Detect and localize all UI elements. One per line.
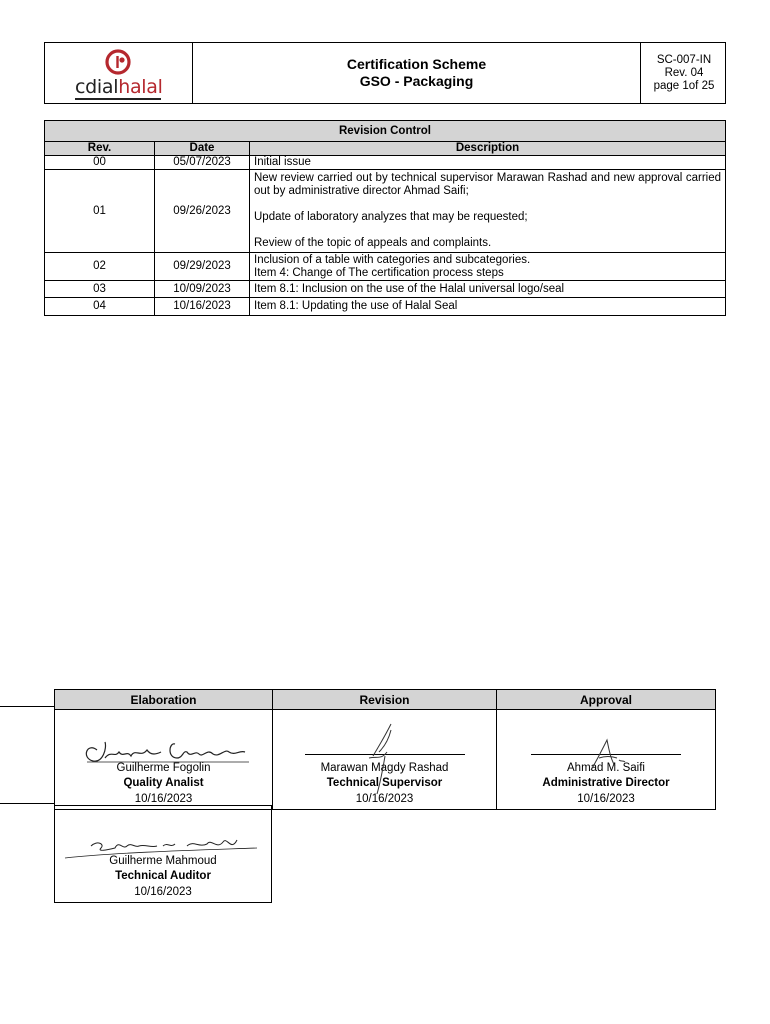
elaboration-header: Elaboration xyxy=(55,690,273,710)
rev-date: 10/16/2023 xyxy=(155,298,250,316)
rev-date: 10/09/2023 xyxy=(155,281,250,298)
page-number: page 1of 25 xyxy=(653,79,715,92)
cdial-halal-logo-icon xyxy=(105,49,131,75)
rev-number: 02 xyxy=(45,253,155,281)
elaboration-signature-cell xyxy=(55,710,273,810)
signature-line xyxy=(305,754,465,755)
document-title xyxy=(193,43,641,103)
description-paragraph: Inclusion of a table with categories and subcategories. xyxy=(254,253,531,266)
revision-control-table xyxy=(44,120,726,316)
elaboration-date: 10/16/2023 xyxy=(134,793,193,805)
rev-number: 00 xyxy=(45,156,155,170)
table-row xyxy=(45,253,726,281)
rev-number: 03 xyxy=(45,281,155,298)
description-paragraph: New review carried out by technical supervisor Marawan Rashad and new approval carried out by administrative director Ahmad Saifi; xyxy=(254,172,721,197)
approval-date: 10/16/2023 xyxy=(577,793,635,805)
description-paragraph: Update of laboratory analyzes that may be requested; xyxy=(254,211,528,223)
description-paragraph: Item 4: Change of The certification process steps xyxy=(254,266,504,279)
auditor-signature-cell xyxy=(54,805,272,903)
approval-role: Administrative Director xyxy=(542,777,670,789)
signature-line xyxy=(531,754,681,755)
approval-header: Approval xyxy=(497,690,716,710)
document-header xyxy=(44,42,726,104)
table-row xyxy=(45,156,726,170)
margin-rule xyxy=(0,803,54,804)
elaboration-role: Quality Analist xyxy=(123,777,204,789)
revision-header: Revision xyxy=(273,690,497,710)
rev-number: 04 xyxy=(45,298,155,316)
rev-date: 05/07/2023 xyxy=(155,156,250,170)
title-line-2: GSO - Packaging xyxy=(359,73,474,89)
rev-description xyxy=(250,170,726,253)
revision-role: Technical Supervisor xyxy=(326,777,443,789)
auditor-role: Technical Auditor xyxy=(115,870,211,882)
elaboration-name: Guilherme Fogolin xyxy=(116,762,211,774)
rev-date: 09/29/2023 xyxy=(155,253,250,281)
revision-control-title: Revision Control xyxy=(45,121,726,142)
logo-wordmark: cdialhalal xyxy=(75,76,163,98)
title-line-1: Certification Scheme xyxy=(346,56,487,72)
margin-rule xyxy=(0,706,54,707)
rev-description: Item 8.1: Updating the use of Halal Seal xyxy=(250,298,726,316)
rev-number: 01 xyxy=(45,170,155,253)
table-row xyxy=(45,170,726,253)
revision-name: Marawan Magdy Rashad xyxy=(320,762,449,774)
auditor-date: 10/16/2023 xyxy=(134,886,192,898)
description-paragraph: Review of the topic of appeals and complaints. xyxy=(254,237,492,249)
document-revision: Rev. 04 xyxy=(664,66,704,79)
revision-date: 10/16/2023 xyxy=(355,793,414,805)
document-meta xyxy=(641,43,727,103)
column-header-date: Date xyxy=(155,142,250,156)
logo-cell xyxy=(45,43,193,103)
signature-table xyxy=(54,689,716,810)
logo-underline xyxy=(75,98,161,100)
table-row xyxy=(45,298,726,316)
table-row xyxy=(45,281,726,298)
approval-signature-cell xyxy=(497,710,716,810)
document-code: SC-007-IN xyxy=(656,53,712,66)
approval-name: Ahmad M. Saifi xyxy=(567,762,645,774)
rev-description: Initial issue xyxy=(250,156,726,170)
rev-description: Item 8.1: Inclusion on the use of the Halal universal logo/seal xyxy=(250,281,726,298)
revision-signature-cell xyxy=(273,710,497,810)
auditor-name: Guilherme Mahmoud xyxy=(109,855,217,867)
rev-description xyxy=(250,253,726,281)
column-header-rev: Rev. xyxy=(45,142,155,156)
column-header-description: Description xyxy=(250,142,726,156)
rev-date: 09/26/2023 xyxy=(155,170,250,253)
